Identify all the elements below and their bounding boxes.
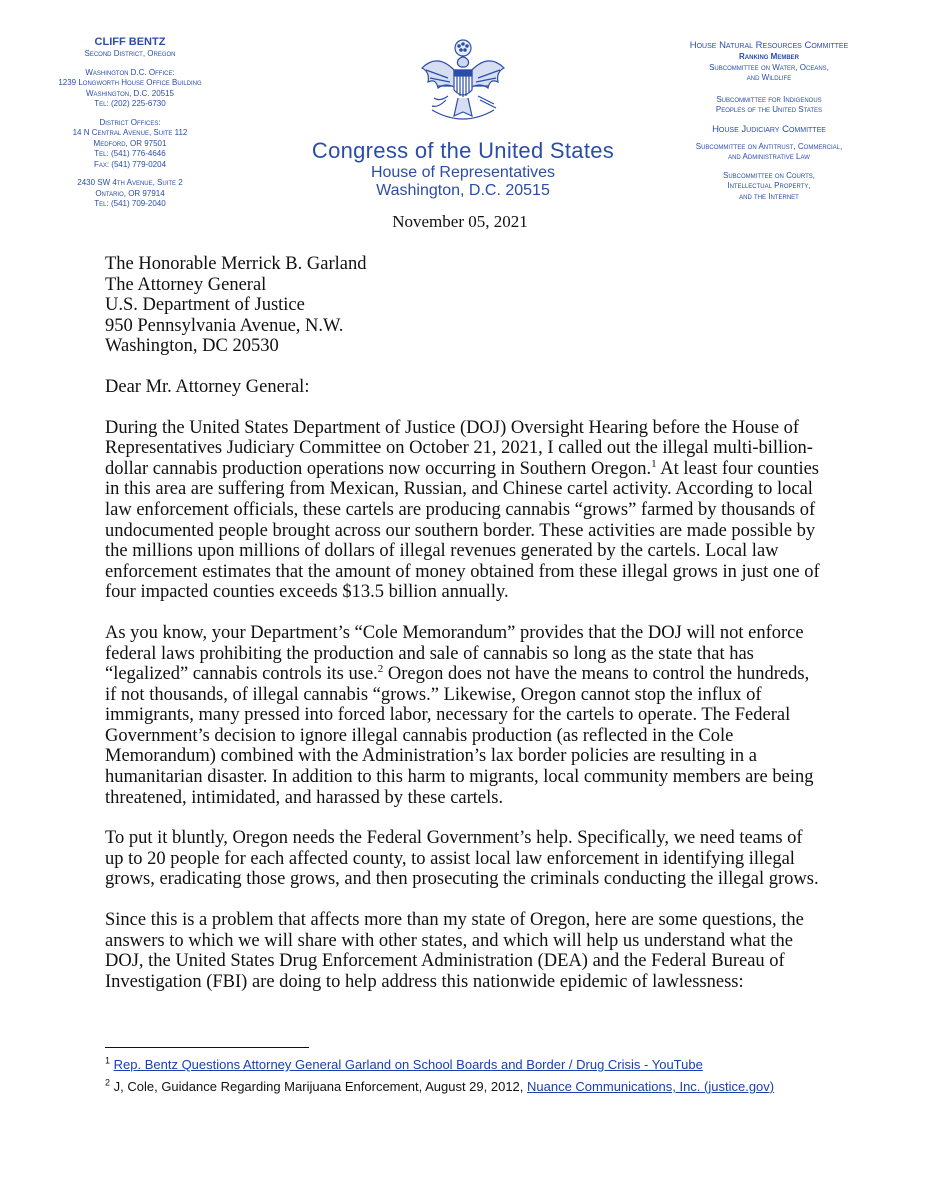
subcommittee-water-line2: and Wildlife — [746, 73, 792, 82]
paragraph-2 — [105, 623, 825, 808]
footnote-divider — [105, 1047, 309, 1048]
medford-phone: Tel: (541) 776-4646 — [94, 149, 166, 158]
letter-body — [105, 254, 825, 992]
paragraph-1 — [105, 418, 825, 603]
footnote-ref-1: 1 — [651, 457, 657, 470]
footnote-2-text: J, Cole, Guidance Regarding Marijuana Enforcement, August 29, 2012, — [113, 1079, 527, 1094]
subcommittee-courts-line1: Subcommittee on Courts, — [722, 170, 815, 180]
address-line: Washington, DC 20530 — [105, 336, 279, 357]
committee-judiciary: House Judiciary Committee — [712, 123, 826, 135]
subcommittee-indigenous-line2: Peoples of the United States — [715, 105, 823, 114]
footnote-ref-2: 2 — [377, 662, 384, 675]
congress-title: Congress of the United States — [311, 138, 615, 163]
address-line: The Attorney General — [105, 274, 267, 295]
committee-natural-resources: House Natural Resources Committee — [689, 40, 849, 51]
great-seal-eagle-icon — [418, 38, 508, 130]
footnote-2-link[interactable]: Nuance Communications, Inc. (justice.gov) — [527, 1079, 775, 1094]
paragraph-4: Since this is a problem that affects more than my state of Oregon, here are some questions, the answers to which we will share with other states, and which will help us understand what the DOJ, the United States Drug Enforcement Administration (DEA) and the Federal Bureau of Investigation (FBI) are doing to help address this nationwide epidemic of lawlessness: — [105, 910, 804, 992]
city-title: Washington, D.C. 20515 — [376, 182, 550, 199]
medford-city: Medford, OR 97501 — [93, 138, 167, 148]
recipient-address — [105, 254, 825, 357]
footnote-2-number: 2 — [105, 1077, 111, 1088]
ontario-address: 2430 SW 4th Avenue, Suite 2 — [77, 178, 183, 187]
medford-fax: Fax: (541) 779-0204 — [93, 159, 167, 169]
subcommittee-courts-line3: and the Internet — [739, 191, 799, 201]
address-line: The Honorable Merrick B. Garland — [105, 254, 367, 274]
ontario-city: Ontario, OR 97914 — [95, 188, 165, 198]
dc-office-city: Washington, D.C. 20515 — [85, 88, 175, 98]
paragraph-2-text: As you know, your Department’s “Cole Memorandum” provides that the DOJ will not enforce federal laws prohibiting the production and sale of cannabis so long as the state that has “legalized” cannabis controls its use. — [105, 622, 804, 685]
chamber-heading — [248, 138, 678, 200]
paragraph-3: To put it bluntly, Oregon needs the Federal Government’s help. Specifically, we need teams of up to 20 people for each affected county, to assist local law enforcement in identifying illegal grows, eradicating those grows, and then prosecuting the criminals conducting the illegal grows. — [105, 828, 819, 890]
ranking-member-label: Ranking Member — [739, 52, 799, 61]
footnote-1-link[interactable]: Rep. Bentz Questions Attorney General Garland on School Boards and Border / Drug Crisis - YouTube — [113, 1057, 703, 1072]
ontario-phone: Tel: (541) 709-2040 — [94, 199, 166, 208]
paragraph-1-text-cont: At least four counties in this area are suffering from Mexican, Russian, and Chinese cartel activity. According to local law enforcement officials, these cartels are producing cannabis “grows” farmed by thousands of undocumented people brought across our southern border. These activities are made possible by the millions upon millions of dollars of illegal revenues generated by the cartels. Local law enforcement estimates that the amount of money obtained from these illegal grows in just one of four impacted counties exceeds $13.5 billion annually. — [105, 458, 820, 603]
medford-address: 14 N Central Avenue, Suite 112 — [72, 128, 188, 137]
dc-office-title: Washington D.C. Office: — [85, 67, 175, 77]
salutation: Dear Mr. Attorney General: — [105, 376, 310, 397]
footnote-2 — [105, 1079, 885, 1095]
district-offices-title: District Offices: — [99, 117, 161, 127]
house-title: House of Representatives — [370, 164, 556, 181]
footnote-1 — [105, 1057, 885, 1073]
subcommittee-indigenous-line1: Subcommittee for Indigenous — [716, 94, 822, 104]
dc-office-phone: Tel: (202) 225-6730 — [94, 99, 166, 108]
right-letterhead — [660, 40, 878, 202]
subcommittee-water-line1: Subcommittee on Water, Oceans, — [709, 62, 829, 72]
paragraph-2-text-cont: Oregon does not have the means to control the hundreds, if not thousands, of illegal cannabis “grows.” Likewise, Oregon cannot stop the influx of immigrants, many pressed into forced labor, necessary for the cartels to operate. The Federal Government’s decision to ignore illegal cannabis production (as reflected in the Cole Memorandum) combined with the Administration’s lax border policies are resulting in a humanitarian disaster. In addition to this harm to migrants, local community members are being threatened, intimidated, and harassed by these cartels. — [105, 664, 814, 808]
dc-office-address: 1239 Longworth House Office Building — [58, 78, 202, 87]
member-name: CLIFF BENTZ — [94, 36, 166, 48]
footnote-1-number: 1 — [105, 1055, 111, 1066]
address-line: U.S. Department of Justice — [105, 295, 305, 316]
subcommittee-antitrust-line2: and Administrative Law — [728, 152, 810, 161]
subcommittee-courts-line2: Intellectual Property, — [727, 181, 811, 190]
member-district: Second District, Oregon — [84, 49, 176, 58]
paragraph-1-text: During the United States Department of Justice (DOJ) Oversight Hearing before the House of Representatives Judiciary Committee on October 21, 2021, I called out the illegal multi-billion-dollar cannabis production operations now occurring in Southern Oregon. — [105, 417, 813, 479]
subcommittee-antitrust-line1: Subcommittee on Antitrust, Commercial, — [695, 141, 843, 151]
letter-date: November 05, 2021 — [392, 212, 528, 231]
address-line: 950 Pennsylvania Avenue, N.W. — [105, 315, 344, 336]
left-letterhead — [30, 36, 230, 210]
